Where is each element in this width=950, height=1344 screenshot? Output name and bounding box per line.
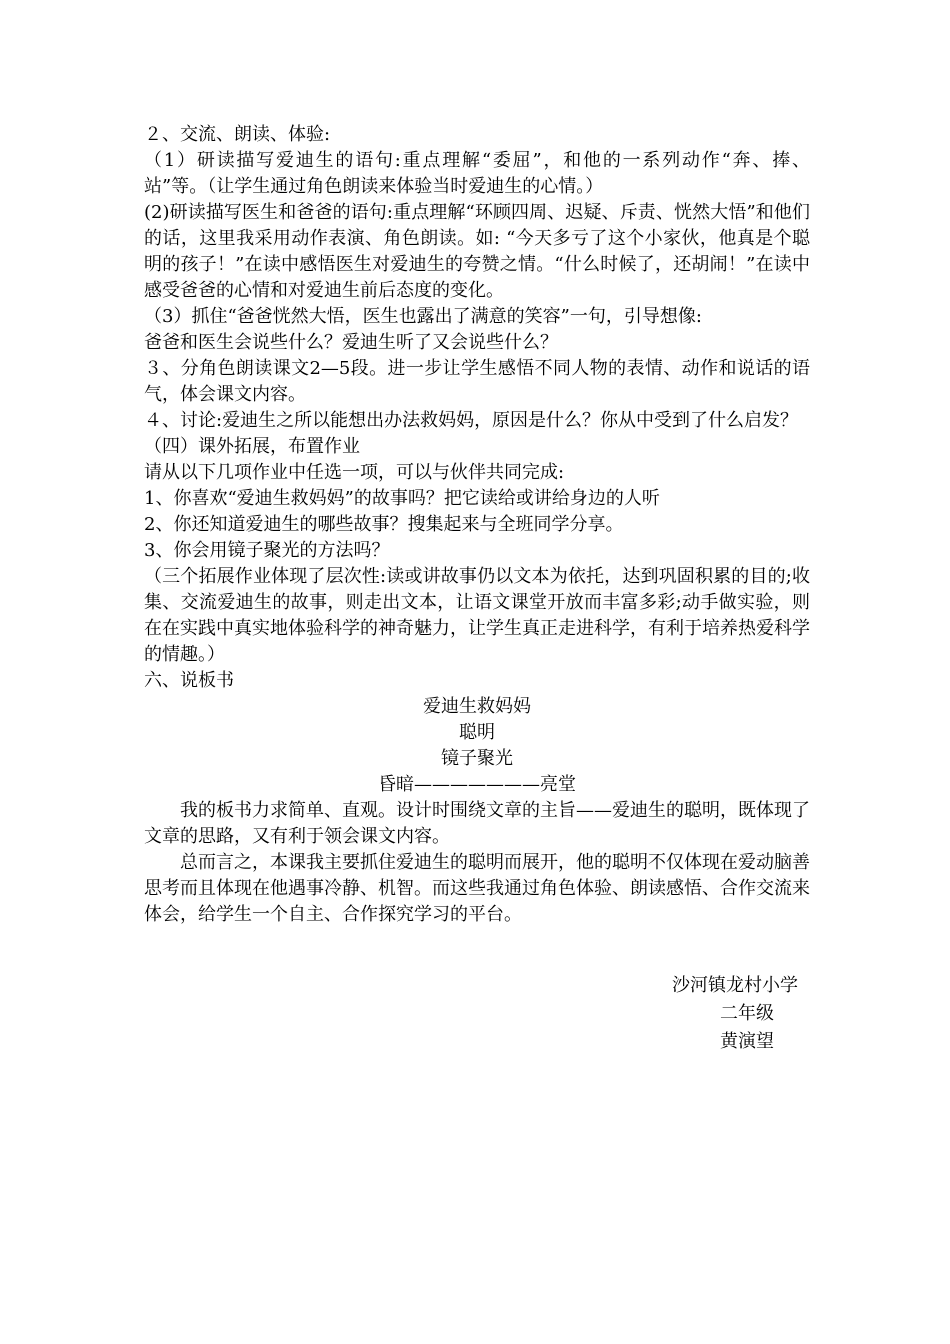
paragraph-discussion: ４、讨论:爱迪生之所以能想出办法救妈妈，原因是什么？你从中受到了什么启发？ (144, 410, 799, 431)
paragraph-imagination-question: 爸爸和医生会说些什么？爱迪生听了又会说些什么？ (144, 332, 558, 353)
signature-name: 黄演望 (720, 1031, 774, 1052)
paragraph-role-reading: ３、分角色朗读课文2—5段。进一步让学生感悟不同人物的表情、动作和说话的语气，体会课文内容。 (144, 358, 810, 405)
blackboard-design (144, 694, 810, 798)
paragraph-doctor-father-study: (2)研读描写医生和爸爸的语句:重点理解“环顾四周、迟疑、斥责、恍然大悟”和他们的话，这里我采用动作表演、角色朗读。如: “今天多亏了这个小家伙，他真是个聪明的孩子！”在读中感悟医生对爱迪生的夸赞之情。“什么时候了，还胡闹！”在读中感受爸爸的心情和对爱迪生前后态度的变化。 (144, 202, 810, 301)
section-heading-exchange: ２、交流、朗读、体验: (144, 124, 331, 145)
paragraph-homework-intro: 请从以下几项作业中任选一项，可以与伙伴共同完成: (144, 462, 565, 483)
homework-item-1: 1、你喜欢“爱迪生救妈妈”的故事吗？把它读给或讲给身边的人听 (144, 488, 660, 509)
paragraph-edison-study: （1）研读描写爱迪生的语句:重点理解“委屈”，和他的一系列动作“奔、捧、站”等。（让学生通过角色朗读来体验当时爱迪生的心情。） (144, 150, 810, 197)
signature-grade: 二年级 (720, 1003, 774, 1024)
board-line-dark-bright: 昏暗———————亮堂 (378, 774, 576, 795)
section-heading-board: 六、说板书 (144, 670, 234, 691)
signature-school: 沙河镇龙村小学 (672, 975, 798, 996)
document-body (144, 122, 810, 928)
board-line-smart: 聪明 (459, 722, 495, 743)
homework-item-2: 2、你还知道爱迪生的哪些故事？搜集起来与全班同学分享。 (144, 514, 624, 535)
homework-item-3: 3、你会用镜子聚光的方法吗？ (144, 540, 390, 561)
paragraph-homework-explanation: （三个拓展作业体现了层次性:读或讲故事仍以文本为依托，达到巩固积累的目的;收集、交流爱迪生的故事，则走出文本，让语文课堂开放而丰富多彩;动手做实验，则在在实践中真实地体验科学的神奇魅力，让学生真正走进科学，有利于培养热爱科学的情趣。） (144, 566, 810, 665)
section-heading-extension: （四）课外拓展，布置作业 (144, 436, 360, 457)
board-title: 爱迪生救妈妈 (423, 696, 531, 717)
author-signature (540, 972, 810, 1056)
paragraph-board-explanation: 我的板书力求简单、直观。设计时围绕文章的主旨——爱迪生的聪明，既体现了文章的思路，又有利于领会课文内容。 (144, 800, 810, 847)
paragraph-imagination-guide: （3）抓住“爸爸恍然大悟，医生也露出了满意的笑容”一句，引导想像: (144, 306, 702, 327)
paragraph-summary: 总而言之，本课我主要抓住爱迪生的聪明而展开，他的聪明不仅体现在爱动脑善思考而且体现在他遇事冷静、机智。而这些我通过角色体验、朗读感悟、合作交流来体会，给学生一个自主、合作探究学习的平台。 (144, 852, 810, 925)
board-line-mirror: 镜子聚光 (441, 748, 513, 769)
